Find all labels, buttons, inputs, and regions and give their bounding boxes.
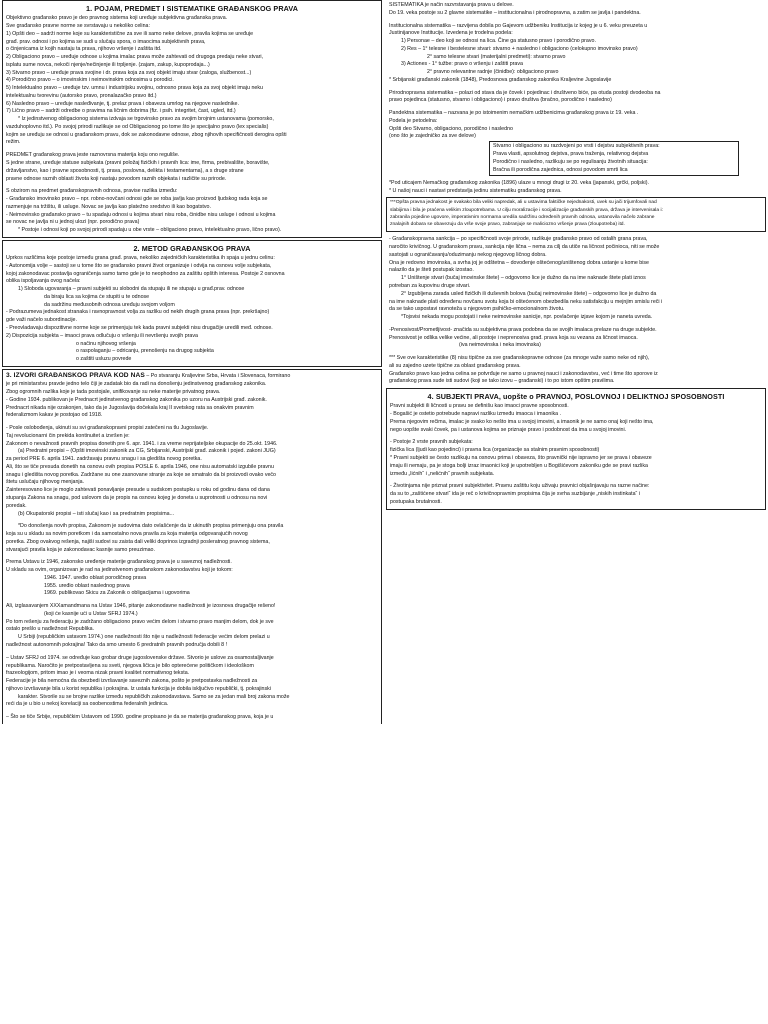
text-line: * Iz jedinstvenog obligacionog sistema izdvaja se trgovinsko pravo za svojim brojnim ustanovama (pomorsko, — [18, 116, 274, 123]
text-line: - Građanskopravna sankcija – po specifičnosti svoje prirode, razlikuje građansko pravo od ostalih grana prava, — [389, 236, 648, 243]
text-line: S obzirom na predmet građanskopravnih odnosa, pravise razlika između: — [6, 188, 178, 195]
text-line: oblika ispoljavanja ovog načela: — [6, 278, 81, 285]
text-line: Porodično i nasledno, razlikuju se po regulisanju životnih situacija: — [493, 158, 648, 165]
text-line: sastojati u ograničavanju/oduzimanju nekog njegovog ličnog dobra. — [389, 251, 547, 258]
text-line: - Autonomija volje – sastoji se u tome što se građansko pravni život organizuje i odvija na osnovu volje subjekata, — [6, 262, 272, 269]
section-1 — [2, 0, 382, 238]
karakteristike-block — [386, 234, 766, 388]
text-line: *Pod uticajem Nemačkog građanskog zakonika (1896) ulaze u mnogi drugi iz 20. veka (japanski, grčki, poljski). — [389, 179, 649, 186]
text-line: Pravni subjekti ili ličnosti u pravu se definišu kao imaoci pravne sposobnosti. — [390, 403, 569, 410]
text-line: građanskog prava sude isti sudovi (koji se tako izovu – građanski) i to po istom opštim pravilima. — [389, 378, 615, 385]
text-line: *Tojsvisi nekada mogu postojati i neke neimovinske sanicije, npr. povlačenje izjave kojom je naneta uvreda. — [401, 314, 653, 321]
section-1-predmet — [6, 152, 378, 182]
text-line: da sadržinu međusobnih odnosa uređuju svojom voljom — [44, 301, 175, 308]
text-line: Do 19. veka postoje su 2 glavne sistematike – institucionalna i pirodnopravna, a zatim se javlja i pandektna. — [389, 9, 641, 16]
text-line: frazeologijom, pritom imao je i veoma nizak pravni kvalitet normativnog teksta. — [6, 670, 190, 677]
text-line: Taj revolucionarni čin prekida kontinuitet a izvršen je: — [6, 432, 130, 439]
text-line: koja su u skladu sa novim poretkom i da samostalno nova pravila za koja materija odgovarajućih novog — [6, 531, 248, 538]
text-line: *** Sve ove karakteristike (8) nisu tipične za sve građanskopravne odnose (za mnoge važe samo neke od njih), — [389, 355, 650, 362]
text-line: da biraju lica sa kojima će stupiti u te odnose — [44, 293, 150, 300]
text-line: Zbog ogromnih razlika koje je tada postojale, unifikovanje su neke materije privatnog prava. — [6, 389, 221, 396]
text-line: Zakonom o nevažnosti pravnih propisa donetih pre 6. apr. 1941. i za vreme neprijateljske okupacije do 25.okt. 1946. — [6, 440, 278, 447]
text-line: (b) Okupatorski propisi – isti slučaj kao i sa predratnim propisima... — [18, 510, 175, 517]
section-1-body — [6, 15, 378, 146]
text-line: -Prenosivost/Prometljivost- značida su subjektivna prava podobna da se svojih imalaca prelaze na druge subjekte. — [389, 326, 657, 333]
text-line: Federacije je bila nemoćna da obezbedi izvršavanje saveznih zakona, pošto je pretpostavka nadležnosti za — [6, 678, 258, 685]
text-line: 1946. 1947. uređio oblast porodičnog prava — [44, 574, 147, 581]
sistematika-notes — [389, 180, 763, 195]
text-line: o zaštiti usluzu povrede — [76, 356, 132, 363]
text-line: ali su zajedno uzete tipične za oblast građanskog prava. — [389, 362, 521, 369]
section-3-body — [6, 381, 378, 721]
text-line: 3) Actiones - 1° tužbe: pravo o vršenju i zaštiti prava — [401, 61, 523, 68]
text-line: stupanja Zakona na snagu, pod uslovom da je propis na osnovu kojeg je doneta u suprotnosti u odnosu na novi — [6, 494, 268, 501]
section-2-title: 2. METOD GRAĐANSKOG PRAVA — [133, 243, 251, 253]
text-line: federalizmom kakav je postojao od 1918. — [6, 412, 103, 419]
text-line: državljanstvo, kao i pravne sposobnosti, tj. prava, poslovna, delikta i testamentarna), a s druge strane — [6, 167, 244, 174]
text-line: ***Opšta pravna jednakost je svakako bila veliki napredak, ali u ustavima faktičke nejednakosti, uvek su jači trijumfovali nad — [390, 200, 657, 206]
text-line: Po tom rešenju za federaciju je zadržano obligaciono pravo većim delom i stvarno pravo manjim delom, dok je sve — [6, 618, 274, 625]
section-3-title: 3. IZVORI GRAĐANSKOG PRAVA KOD NAS — [6, 371, 145, 379]
text-line: - Podrazumeva jednakost stranaka i ravnopravnost volja za razliku od nekih drugih grana prava (npr. prekršajno) — [6, 309, 270, 316]
section-4-title: 4. SUBJEKTI PRAVA, uopšte o PRAVNOJ, POSLOVNOJ I DELIKTNOJ SPOSOBNOSTI — [427, 392, 725, 402]
text-line: (a) Predratni propisi – (Opšti imovinski zakonik za CG, Srbijanski, Austrijski građ. zakonik i pojed. zakoni JUG) — [18, 448, 276, 455]
text-line: Prava vlasti, apsolutnog dejstva, prava traženja, relativnog dejstva — [493, 151, 649, 158]
text-line: - Životinjama nije priznat pravni subjektivitet. Pravnu zaštitu koju uživaju pravnici objašnjavaju na razne načine: — [390, 483, 650, 490]
text-line: Prema njegovim rečima, imalac je svako ko nešto ima u svojoj imovini, a imaonik je ne samo onaj koji nešto ima, — [390, 418, 654, 425]
text-line: gde važi načelo subordinacije. — [6, 317, 77, 324]
text-line: U Srbiji (republičkim ustavom 1974.) one nadležnosti što nije u nadležnosti federacije većim delom prelazi u — [18, 634, 270, 641]
text-line: pravo pojedinca (statusno, stvarno i obligaciono) i pravo društva (bračno, porodično i nasledno) — [389, 97, 612, 104]
section-1-obzirom — [6, 188, 378, 234]
section-3-heading — [6, 372, 378, 380]
text-line: 1) Opšti deo – sadrži norme koje su karakteristične za sve ili samo neke delove, pravila kojima se uređuje — [6, 30, 254, 37]
text-line: S jedne strane, uređuje statuse subjekata (pravni položaj fizičkih i pravnih lica: ime, firma, prebivalište, boravište, — [6, 160, 270, 166]
text-line: - Godine 1934. publikovan je Prednacrt jedinstvenog građanskog zakonika po uzoru na Austrijski građ. zakonik. — [6, 396, 267, 403]
text-line: – Ustav SFRJ od 1974. se određuje kao grobar druge jugoslovenske države. Stvorio je uslove za osamostaljivanje — [6, 654, 274, 661]
text-line: 2° Izgubljena zarada usled fizičkih ili duševnih bolova (bučaj neimovinske štete) – odgovorno lice je dužno da — [401, 290, 657, 297]
text-line: postupaka brutalnosti. — [390, 498, 442, 505]
text-line: 1° Uništenje stvari (bučaj imovinske štete) – odgovorno lice je dužno da na ime naknade štete plati iznos — [401, 275, 646, 282]
text-line: snagu i gledišta novog poretka. Zadržane su one zasnovane stranje za koje se smatralo da bi proizvodi ovako večo — [6, 471, 277, 478]
text-line: 5) Intelektualno pravo – uređuje tzv. umnu i industrijsku svojinu, odnosno prava koja za svoj objekt imaju neku — [6, 85, 263, 92]
text-line: Ali, izglasavanjem XXXamandmana na Ustav 1946, pitanje zakonodavne nadležnosti je izosnova drugačije rešeno! — [6, 603, 276, 610]
text-line: kojim se uređuju se odnosi u građanskom pravu, dok se zakonodavne odnose, zbog njihovih specifičnosti derogira opšti — [6, 131, 287, 138]
sistematika-block — [386, 0, 766, 197]
section-2 — [2, 240, 382, 367]
text-line: isplatu sume novca, nekoči njenje/nečinjenje ili trpljenje. (zajam, zakup, kupoprodaja...) — [6, 61, 210, 68]
text-line: Zainteresovano lice je moglo zahtevati ponavljanje presude u sudskom postupku u roku od godinu dana od dana — [6, 487, 270, 494]
text-line: za period PRE 6. aprila 1941. zadržavaju pravnu snagu i sa gledišta novog poretka. — [6, 456, 202, 463]
section-3 — [2, 369, 382, 724]
text-line: intelektualnu tvorevinu (autorsko pravo, pronalazačko pravo itd.) — [6, 92, 157, 99]
text-line: 1955. uređio oblast naslednog prava — [44, 582, 130, 589]
text-line: naročito krivičnog. U građanskom pravu, sankcija nije lična – nema za cilj da utiče na ličnost počinioca, niti se može — [389, 244, 660, 251]
text-line: *Do donošenja novih propisa, Zakonom je sudovima dato ovlašćenje da iz ukinutih propisa primenjuju ona pravila — [18, 523, 284, 530]
text-line: poretka. Zbog ovakvog rešenja, najiši sudovi su zaista dali veliki doprinos izgradnji posleratnog pravnog sistema, — [6, 538, 270, 545]
text-line: - Preovladavaju dispozitivne norme koje se primenjuju tek kada pravni subjekti nisu drugačije uredili međ. odnose. — [6, 325, 273, 331]
text-line: karakter. Stvorile su se brojne razlike između republičkih zakonodavstava. Samo se za jedan mali broj zakona može — [18, 693, 290, 700]
text-line: štetu uslučaju njihovog menjanja. — [6, 479, 85, 486]
text-line: Građansko pravo kao jedna celina se potvrđuje ne samo u pravnoj nauci i zakonodavstvu, već i time što sporove iz — [389, 370, 658, 377]
text-line: da se tako uspostavi ravnoteža u njegovom psihičko-emocionalnom životu. — [389, 306, 565, 313]
text-line: 7) Lično pravo – sadrži odredbe o pravima na ličnim dobrima (fiz. i psih. integritet, čast, ugled, itd.) — [6, 108, 236, 115]
text-line: između „lićnih“ i „nelićnih“ pravnih subjekata. — [390, 470, 495, 477]
section-4 — [386, 388, 766, 509]
text-line: Prenosivost je odlika velike većine, ali postoje i neprenosiva građ. prava koja su vezana za ličnost imaoca. — [389, 334, 638, 341]
text-line: razmenjuje na tržištu, ili usluge. Novac se javlja kao platežno sredstvo ili kao bogatstvo. — [6, 203, 211, 210]
text-line: SISTEMATIKA je način razvrstavanja prava u delove. — [389, 2, 514, 8]
text-line: nadležnost autonomnih pokrajina! Tako da smo umesto 6 predratnih pravnih područja dobili 8 ! — [6, 642, 228, 648]
pravna-jednakost-note — [386, 197, 766, 232]
text-line: 2° pravno relevantne radnje (činidbe): obligaciono pravo — [427, 69, 559, 76]
text-line: vazduhoplovno itd.). Po svojoj prirodi razlikuje se od Obligacionog po tome što je specijalno pravo (lex specialis) — [6, 123, 269, 130]
text-line: - Građansko imovinsko pravo – npr. robno-novčani odnosi gde se roba javlja kao proizvod ljudskog rada koja se — [6, 196, 268, 203]
text-line: 1969. publikovao Skicu za Zakonik o obligacijama i ugovorima — [44, 590, 190, 597]
text-line: Institucionalna sistematika – razvijena dobila po Gajevom udžbeniku Institucija iz kojeg je u 6. veku preuzeta u — [389, 22, 648, 29]
text-line: 3) Stvarno pravo – uređuje prava svojine i dr. prava koja za svoj objekt imaju stvar (zaloga, službenost...) — [6, 69, 252, 76]
text-line: 1) Personae – deo koji se odnosi na lica. Čine ga statusno pravo i porodično pravo. — [401, 38, 596, 45]
text-line: Uprkos različima koje postoje između grana građ. prava, nekoliko zajedničkih karakteristika ih spaja u jednu celinu: — [6, 255, 275, 262]
text-line: da su to „zaštićene stvari“ ida je reč o krivičnopravnim propisima čija je svrha suzbijanje „niskih instinkata“ i — [390, 491, 640, 498]
text-line: 6) Nasledno pravo – uređuje nasleđivanje, tj. prelaz prava i obaveza umrlog na njegove naslednike. — [6, 100, 239, 107]
text-line: 2) Res – 1° telesne i bestelesne stvari: stvarno + nasledno i obligaciono (celokupno imovinsko pravo) — [401, 45, 638, 52]
text-line: o činjenicama iz kojih nastaju ta prava, njihovo vršenje i zaštita itd. — [6, 46, 162, 53]
text-line: kojoj zakonodavac postavlja ograničenja samo tamo gde je to neophodno za zaštitu opštih interesa. Postoje 2 osnovna — [6, 270, 285, 277]
text-line: nego uopšte svaki čovek, pa i ustanova kojima se priznaje pravo i podobnost da ima u svojoj imovini. — [390, 426, 627, 433]
text-line: U skladu sa ovim, organizovan je rad na jedinstvenom građanskom zakonodavstvu koji je tokom: — [6, 567, 233, 574]
text-line: njihovo izvršavanje bila u korist republika i pokrajina. Iz ustala funkcija je dobila isključivo republički, tj. pokrajinski — [6, 685, 271, 692]
text-line: 2) Dispozicija subjekta – imaoci prava odlučuju o vršenju ili nevršenju svojih prava — [6, 332, 198, 339]
text-line: na ime naknade plati određenu novčanu svotu koja bi oštećenom obezbedila neku satisfakciju u mejnjim smislu reči i — [389, 298, 663, 305]
text-line: 4) Porodično pravo – o imovinskim i neimovinskim odnosima u porodici. — [6, 77, 174, 84]
text-line: (iva neimovinska i neka imovinska) — [459, 342, 541, 349]
text-line: je pri ministarstvu pravde jedno telo čiji je zadatak bio da radi na donošenju jedinstvenog građanskog zakonika. — [6, 381, 267, 388]
section-1-title: 1. POJAM, PREDMET I SISTEMATIKE GRAĐANSKOG PRAVA — [85, 4, 299, 13]
text-line: Prirodnopravna sistematika – polazi od stava da je čovek i pojedinac i društveno biće, pa otuda postoji dvodeoba na — [389, 89, 661, 96]
text-line: * Pravni subjekti se često razlikuju na osnovu prima i obaveza, što pravnički nije ispravno jer se prava i obaveze — [390, 455, 652, 461]
text-line: 2) Obligaciono pravo – uređuje odnose u kojima imalac prava može zahtevati od drugoga predaju neke stvari, — [6, 54, 264, 61]
text-line: Sve građansko pravne norme se svrstavaju u nekoliko celina: — [6, 22, 150, 29]
text-line: o raspolaganju – odricanju, prenošenju na drugog subjekta — [76, 348, 214, 355]
section-2-body — [6, 255, 378, 363]
text-line: (ono što je zajedničko za sve delove) — [389, 133, 476, 140]
text-line: Ona je redovno imovinska, a svrha joj je odštetna – dovođenje oštećenog/uništenog dobra ustanje u kome bise — [389, 259, 650, 266]
text-line: (koji će kasnije ući u Ustav SFRJ 1974.) — [44, 610, 138, 617]
text-line: Stvarno i obligaciono su razdvojeni po vrsti i dejstvu subjektivnih prava: — [493, 143, 660, 150]
text-line: Opšti deo Stvarno, obligaciono, porodično i nasledno — [389, 125, 513, 132]
text-line: ostalo prešlo u nadležnost Republika. — [6, 626, 95, 633]
text-line: * U našoj nauci i nastavi predstavlja jedinu sistematiku građanskog prava. — [389, 187, 562, 194]
text-line: Pandektna sistematika – nazvana je po istoimenim nemačkim udžbenicima građanskog prava iz 19. veka . — [389, 110, 639, 117]
text-line: imaju ili nemaju, pa je stoga bolji izraz imaonici koji je upotrebljen u Bogišićevom zakoniku gde se pravi razlika — [390, 462, 648, 469]
text-line: PREDMET građanskog prava jeste raznovrsna materija koju ono reguliše. — [6, 152, 180, 159]
text-line: Prednacrt nikada nije ozakonjen, tako da je Jugoslavija dočekala kraj II svetskog rata sa onakvim pravnim — [6, 404, 254, 411]
text-line: se novac ne javlja ni u jednoj ulozi (npr. porodično prava) — [6, 219, 140, 226]
text-line: Bračna ili porodična zajednica, odnosi povodom smrti lica — [493, 166, 628, 173]
text-line: Prema Ustavu iz 1946, zakonsko uređenje materije građanskog prava je u saveznoj nadležnosti. — [6, 559, 232, 566]
text-line: - Neimovinsko građansko pravo – tu spadaju odnosi u kojima stvari nisu roba, činidbe nisu usluge i odnosi u kojima — [6, 211, 276, 218]
text-line: Ali, što se tiče presuda donetih na osnovu ovih propisa POSLE 6. aprila 1946, one nisu automatski izgubile pravnu — [6, 463, 274, 470]
text-line: pravne odnose raznih oblasti života koji nastaju povodom raznih objekata i različite su prirode. — [6, 175, 227, 182]
text-line: fizička lica (ljudi kao pojedinci) i pravna lica (organizacije sa stalnim pravnim sposobnosti) — [390, 447, 600, 454]
text-line: * Srbijanski građanski zakonik (1848), Predosnova građanskog zakonika Kraljevine Jugoslavije — [389, 76, 612, 83]
text-line: republikama. Naročito je pretpostavljena su sveti, njegova ličica je bilo opterećene političkom i ideološkom — [6, 662, 254, 669]
text-line: o načinu njihovog vršenja — [76, 340, 136, 347]
text-line: stvarajući pravila koja je zakonodavac kasnije samo preuzimao. — [6, 546, 155, 553]
text-line: 1) Sloboda ugovaranja – pravni subjekti su slobodni da stupaju ili ne stupaju u građ.prav. odnose — [18, 286, 245, 293]
section-4-body — [390, 403, 762, 505]
text-line: režim. — [6, 139, 21, 146]
right-column — [386, 0, 766, 1024]
text-line: Objektivno građansko pravo je deo pravnog sistema koji uređuje subjektivna građanska prava. — [6, 15, 228, 22]
text-line: 2° samo telesne stvari (materijalni predmeti): stvarno pravo — [427, 53, 566, 60]
text-line: potreban za kupovinu druge stvari. — [389, 283, 471, 289]
text-line: poredak. — [6, 502, 27, 509]
text-line: - Bogašić je ostetio potrebude napravi razliku između imaoca i imaonika . — [390, 411, 562, 418]
text-line: – Što se tiče Srbije, republičkim Ustavom od 1990. godine propisano je da se materija građanskog prava, koja je u — [6, 714, 274, 721]
text-line: Justinijanove Institucije. Izvedena je trodelna podela: — [389, 30, 513, 37]
pandektna-box — [489, 141, 739, 176]
text-line: nalazilo da je šteti postupak izostao. — [389, 267, 474, 274]
text-line: - Postoje 2 vrste pravnih subjekata: — [390, 439, 473, 446]
text-line: reći da je u bio u nekoj korelaciji sa osobenostima federalnih jedinica. — [6, 701, 169, 708]
text-line: - Posle oslobođenja, ukinuti su svi građanskopravni propisi zatečeni na tlu Jugoslavije. — [6, 425, 209, 432]
text-line: znalajnih dobara se obavezuju da vrše svoje pravo, zabranjuje se maliciozno vršenje prava (zloupotreba) itd. — [390, 222, 625, 228]
left-column — [2, 0, 382, 1024]
text-line: zabranila pojedine ugovore, imperativnim normama uredila sadržinu određenih pravnih odnosa, ustanovila načelo zabrane — [390, 214, 655, 220]
text-line: * Postoje i odnosi koji po svojoj prirodi spadaju u obe vrste – obligaciono pravo, intelektualno pravo, lično pravo). — [18, 227, 282, 234]
text-line: slabijima i bila je praćena velikim zloupotrebama. U cilju moralizacije i socijalizacije građanskih prava, država je intervenisala i: — [390, 207, 663, 213]
section-3-title-tail: – Po stvaranju Kraljevine Srba, Hrvata i Slovenaca, formirano — [144, 372, 291, 379]
text-line: Podela je petodelna: — [389, 117, 438, 124]
sistematika-body — [389, 2, 763, 140]
text-line: građ. prav. odnosi i po kojima se sudi u slučaju spora, o imaocima subjektivnih prava, — [6, 38, 206, 45]
